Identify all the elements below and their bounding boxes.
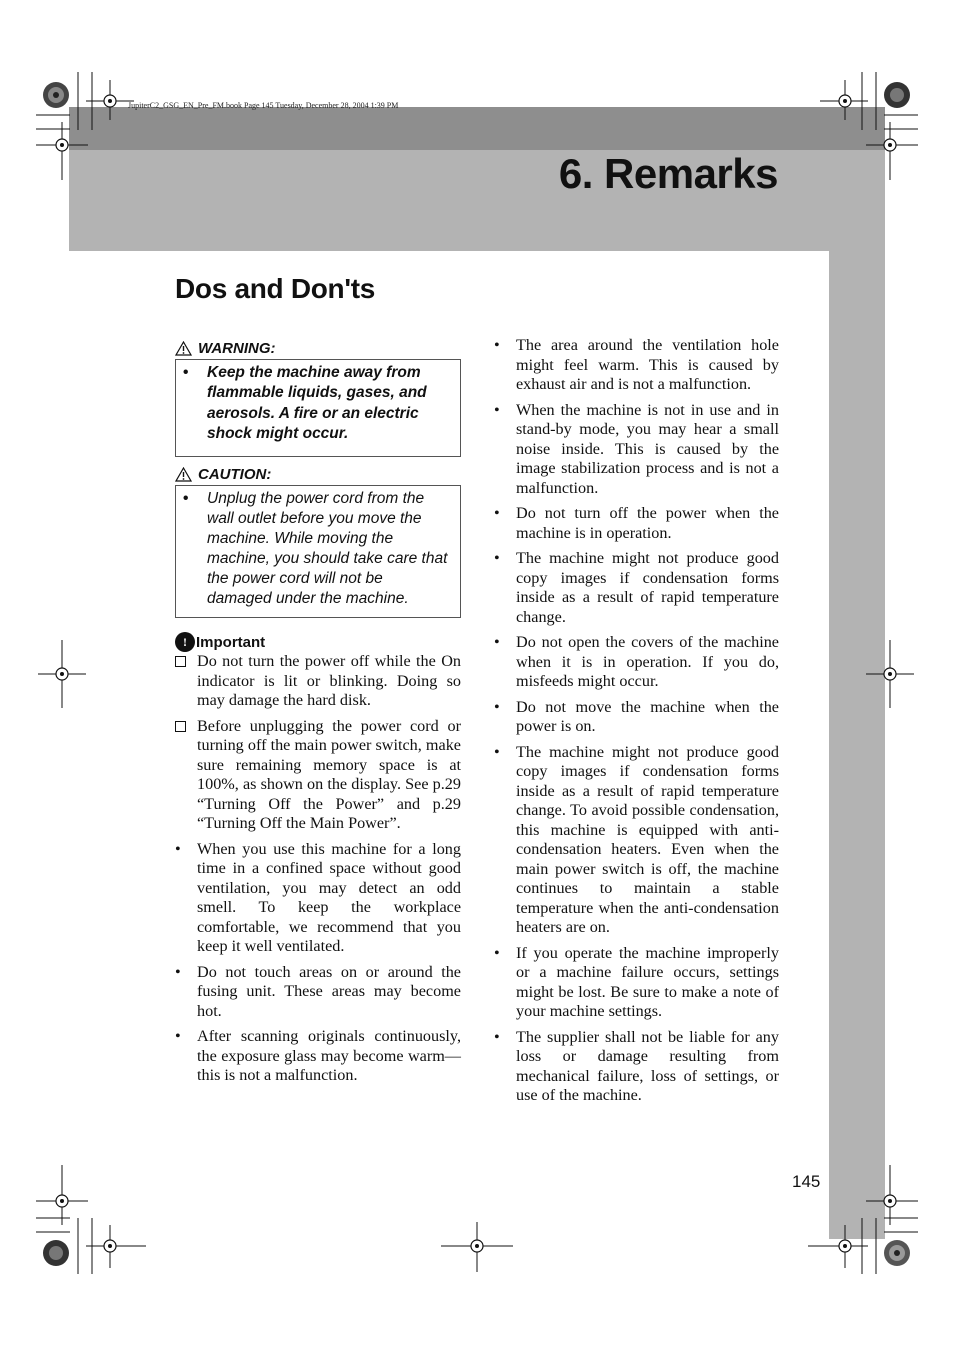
caution-item (180, 489, 450, 609)
bullet-icon: • (175, 1027, 181, 1046)
left-column (175, 338, 461, 1092)
warning-heading (175, 338, 461, 358)
bullet-icon: • (494, 504, 500, 522)
list-item (175, 840, 461, 957)
list-item (494, 1028, 779, 1106)
bullet-icon: • (494, 336, 500, 354)
list-item (494, 698, 779, 737)
list-item (494, 743, 779, 938)
bullet-icon: • (494, 742, 500, 761)
important-heading (175, 632, 461, 652)
important-item (175, 652, 461, 711)
caution-text: Unplug the power cord from the wall outlet before you move the machine. While moving the machine, you should take care that the power cord will not be damaged under the machine. (207, 490, 448, 608)
warning-item (180, 363, 450, 444)
chapter-title: 6. Remarks (558, 150, 778, 197)
list-item-text: Do not turn off the power when the machine is in operation. (516, 504, 779, 542)
bullet-icon: • (183, 490, 189, 508)
warning-box (175, 359, 461, 457)
bullet-icon: • (183, 364, 189, 381)
list-item-text: The supplier shall not be liable for any loss or damage resulting from mechanical failure, loss of settings, or use of the machine. (516, 1027, 779, 1104)
list-item (494, 401, 779, 499)
list-item-text: Do not touch areas on or around the fusing unit. These areas may become hot. (197, 962, 461, 1020)
list-item-text: Do not open the covers of the machine when it is in operation. If you do, misfeeds might occur. (516, 633, 779, 690)
warning-text: Keep the machine away from flammable liquids, gases, and aerosols. A fire or an electric shock might occur. (207, 364, 427, 442)
list-item (175, 1027, 461, 1086)
checkbox-icon (175, 652, 197, 711)
list-item (494, 336, 779, 395)
bullet-icon: • (494, 549, 500, 567)
print-info-slug: JupiterC2_GSG_EN_Pre_FM.book Page 145 Tuesday, December 28, 2004 1:39 PM (128, 101, 399, 110)
warning-triangle-icon (175, 341, 192, 356)
caution-label: CAUTION: (198, 465, 272, 483)
bullet-icon: • (494, 697, 500, 716)
bullet-icon: • (175, 962, 181, 981)
list-item-text: When you use this machine for a long time in a confined space without good ventilation, you may detect an odd smell. To keep the workplace comfortable, we recommend that you keep it well ventilated. (197, 839, 461, 956)
list-item-text: After scanning originals continuously, the exposure glass may become warm—this is not a malfunction. (197, 1027, 461, 1085)
list-item-text: Do not move the machine when the power is on. (516, 697, 779, 735)
bullet-icon: • (494, 633, 500, 651)
list-item (494, 633, 779, 692)
right-column (494, 336, 779, 1112)
list-item-text: The machine might not produce good copy images if condensation forms inside as a result of rapid temperature change. (516, 549, 779, 626)
list-item (494, 944, 779, 1022)
page-number: 145 (792, 1172, 821, 1191)
list-item-text: The machine might not produce good copy images if condensation forms inside as a result of rapid temperature change. To avoid possible condensation, this machine is equipped with anti-condensation heaters. Even when the main power switch is off, the machine continues to maintain a stable temperature when the anti-condensation heaters are on. (516, 742, 779, 936)
important-item-text: Before unplugging the power cord or turning off the main power switch, make sure remaining memory space is at 100%, as shown on the display. See p.29 “Turning Off the Power” and p.29 “Turning Off the Main Power”. (197, 716, 461, 833)
caution-heading (175, 464, 461, 484)
caution-box (175, 485, 461, 618)
important-label: Important (196, 633, 266, 651)
list-item-text: If you operate the machine improperly or a machine failure occurs, settings might be lost. Be sure to make a note of your machine settings. (516, 943, 779, 1020)
list-item-text: The area around the ventilation hole might feel warm. This is caused by exhaust air and is not a malfunction. (516, 336, 779, 393)
important-item (175, 717, 461, 834)
caution-triangle-icon (175, 467, 192, 482)
section-title: Dos and Don'ts (175, 273, 376, 304)
bullet-icon: • (175, 839, 181, 858)
list-item (494, 549, 779, 627)
checkbox-icon (175, 717, 197, 834)
bullet-icon: • (494, 1027, 500, 1046)
bullet-icon: • (494, 943, 500, 962)
list-item (175, 963, 461, 1022)
important-icon: ! (175, 632, 195, 652)
list-item-text: When the machine is not in use and in stand-by mode, you may hear a small noise inside. This is caused by the image stabilization process and is not a malfunction. (516, 400, 779, 497)
warning-label: WARNING: (198, 339, 276, 357)
important-item-text: Do not turn the power off while the On indicator is lit or blinking. Doing so may damage the hard disk. (197, 652, 461, 710)
bullet-icon: • (494, 400, 500, 419)
list-item (494, 504, 779, 543)
